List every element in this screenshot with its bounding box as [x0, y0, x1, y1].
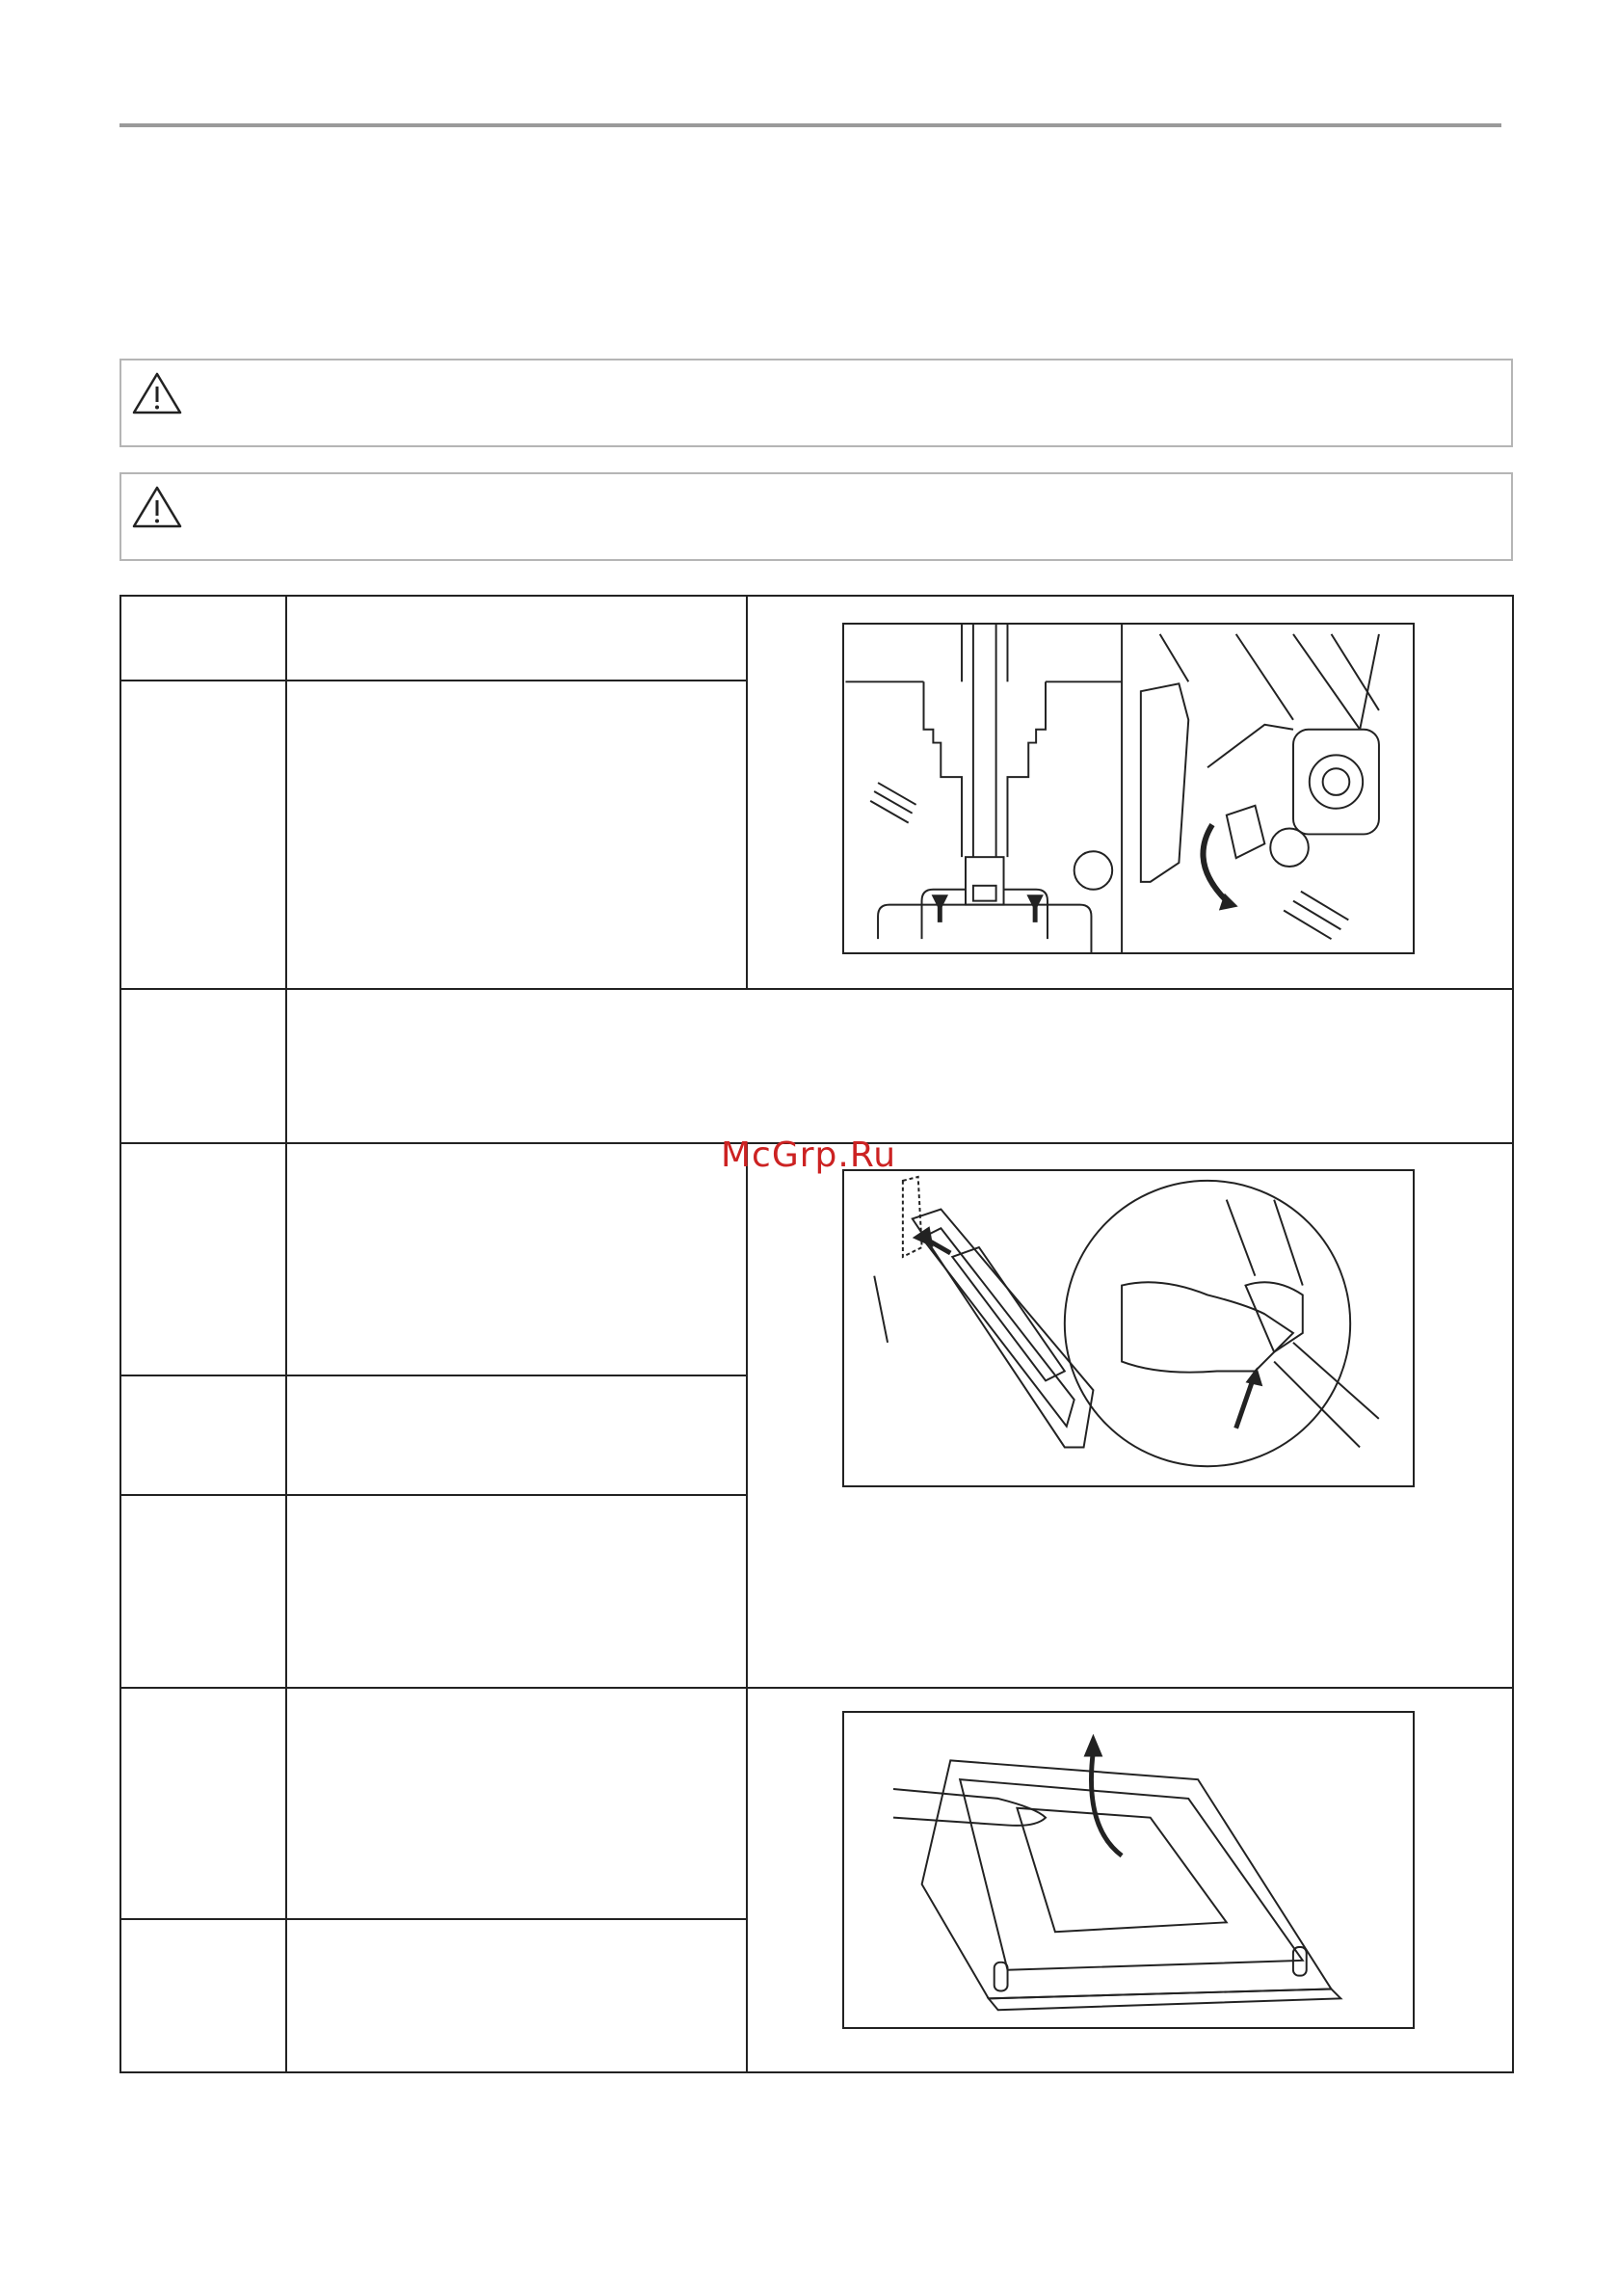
watermark: McGrp.Ru — [721, 1135, 897, 1175]
glass-panel-illustration — [844, 1713, 1413, 2027]
warning-triangle-icon — [131, 484, 183, 530]
table-divider — [121, 1494, 748, 1496]
table-divider — [285, 597, 287, 2071]
header-rule — [119, 123, 1501, 127]
table-divider — [121, 1375, 748, 1376]
door-hinge-figure — [842, 623, 1415, 954]
door-glass-panel-figure — [842, 1711, 1415, 2029]
table-divider — [746, 597, 748, 988]
warning-triangle-icon — [131, 370, 183, 416]
table-divider — [121, 1918, 748, 1920]
hinge-illustration — [844, 625, 1413, 952]
warning-box-2 — [119, 472, 1513, 561]
door-cover-removal-figure — [842, 1169, 1415, 1487]
warning-box-1 — [119, 359, 1513, 447]
door-cover-illustration — [844, 1171, 1413, 1485]
table-divider — [121, 1687, 1512, 1689]
table-divider — [121, 680, 748, 681]
table-divider — [121, 988, 1512, 990]
table-divider — [746, 1142, 748, 2071]
